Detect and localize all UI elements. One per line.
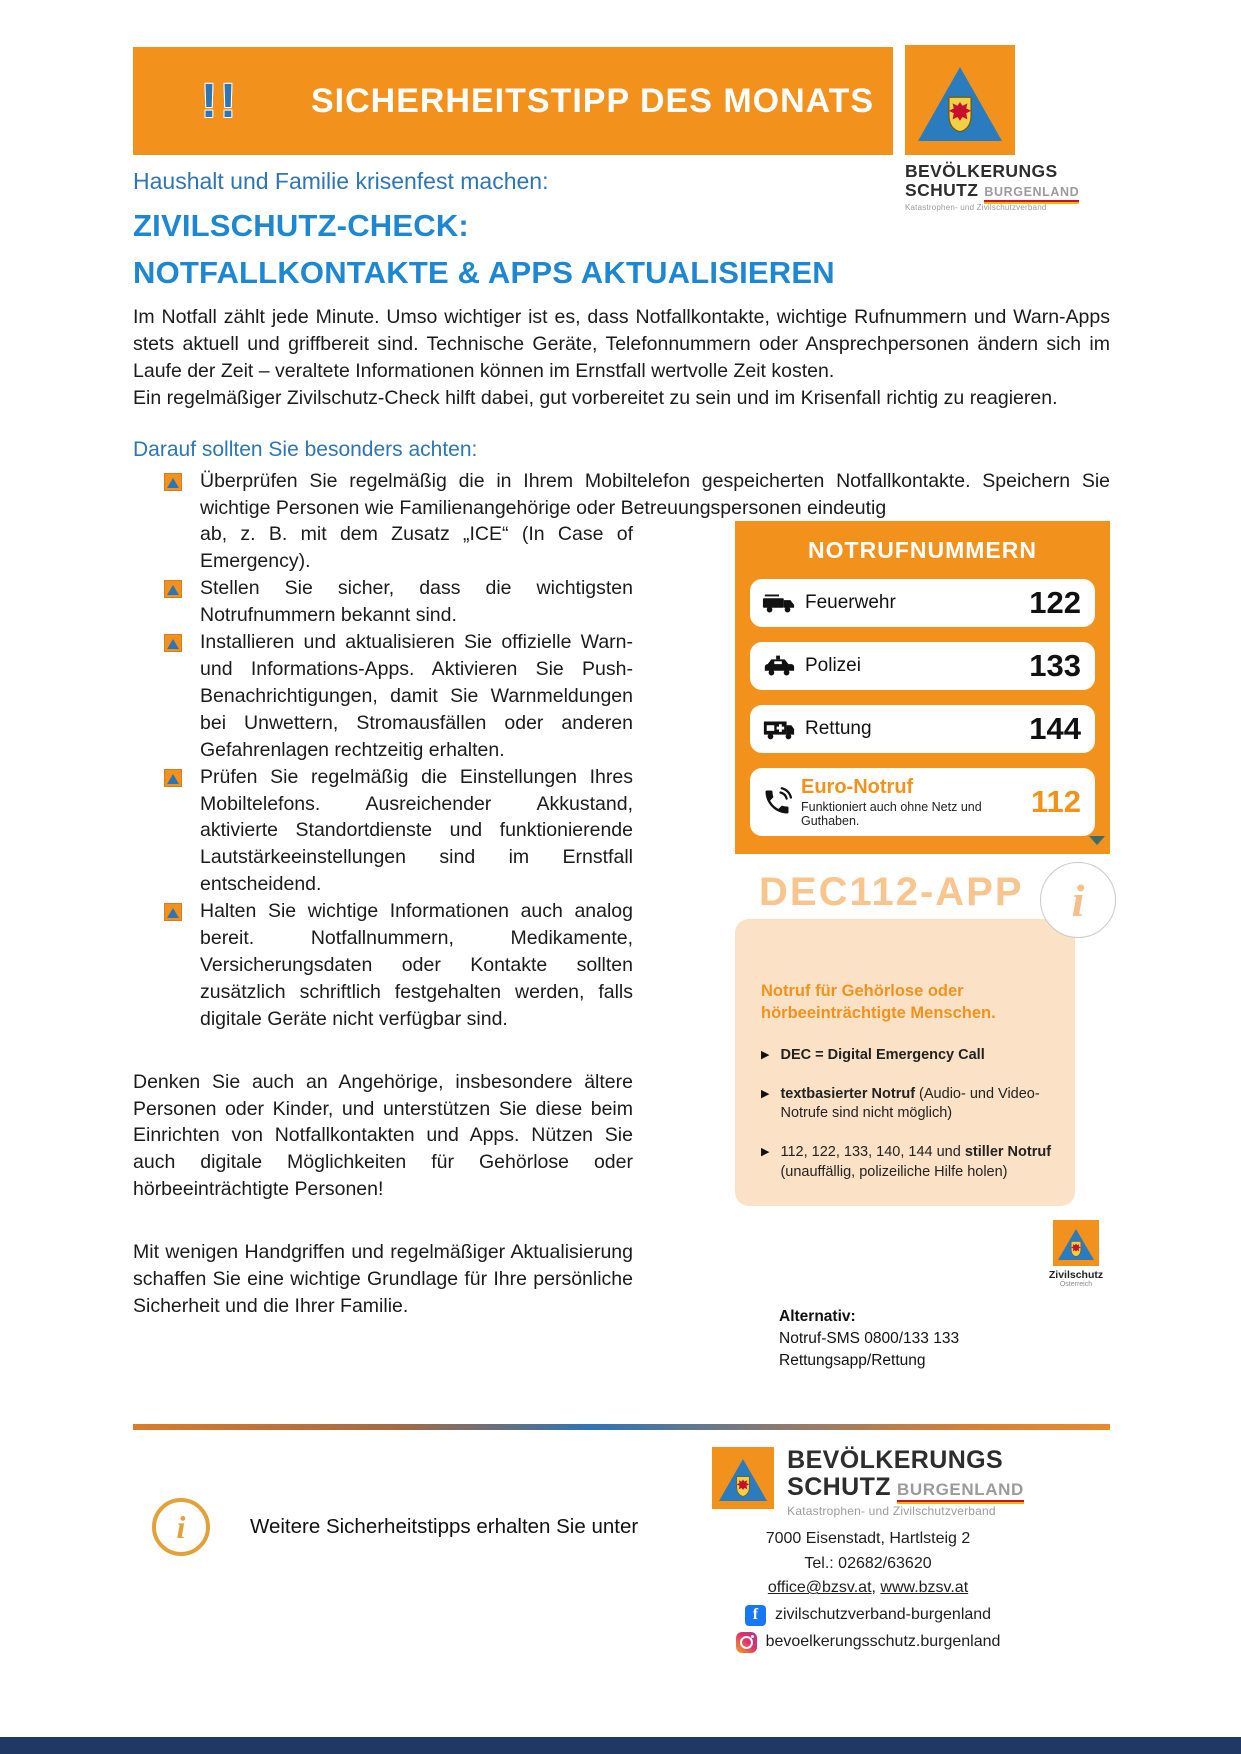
brand-line1: BEVÖLKERUNGS [905, 161, 1058, 181]
police-car-icon [762, 653, 796, 679]
info-icon: i [152, 1498, 210, 1556]
banner-title: SICHERHEITSTIPP DES MONATS [310, 81, 875, 120]
emergency-number: 133 [1029, 648, 1081, 684]
checklist-heading: Darauf sollten Sie besonders achten: [133, 437, 478, 461]
footer-facebook-handle: zivilschutzverband-burgenland [774, 1606, 992, 1624]
dec112-title: DEC112-APP [759, 870, 1024, 915]
checklist-item-5-text: Halten Sie wichtige Informationen auch analog bereit. Notfallnummern, Medikamente, Versicherungsdaten oder Kontakte sollten zusätzlich schriftlich festgehalten werden, falls digitale Geräte nicht verfügbar sind. [200, 900, 633, 1030]
footer-link-separator: , [871, 1579, 881, 1597]
facebook-icon: f [745, 1605, 766, 1626]
main-content [133, 168, 1110, 1371]
brand-line1: BEVÖLKERUNGS [787, 1446, 1004, 1474]
footer-instagram-row[interactable] [648, 1630, 1088, 1655]
dec112-item-1-text: DEC = Digital Emergency Call [780, 1047, 985, 1064]
zivilschutz-bullet-icon [164, 580, 182, 598]
zivilschutz-logo-icon [905, 45, 1015, 155]
alternative-heading: Alternativ: [779, 1308, 856, 1326]
dec112-heading: Notruf für Gehörlose oder hörbeeinträchtigte Menschen. [761, 982, 996, 1022]
zivilschutz-bullet-icon [164, 634, 182, 652]
phone-icon [762, 787, 792, 817]
double-exclamation-icon: !! [201, 74, 239, 128]
checklist-item-3 [133, 629, 633, 764]
header-banner [133, 47, 893, 155]
emergency-row-feuerwehr [750, 579, 1095, 627]
badge-subline: Österreich [1059, 1281, 1093, 1289]
checklist-item-5 [133, 898, 633, 1033]
checklist-item-1-text: Überprüfen Sie regelmäßig die in Ihrem Mobiltelefon gespeicherten Notfallkontakte. Speichern Sie wichtige Personen wie Familienangehörige oder Betreuungspersonen eindeutig [200, 469, 1110, 519]
dec112-item-2 [761, 1085, 1055, 1124]
instagram-icon [736, 1632, 757, 1653]
dec112-item-1 [761, 1046, 1055, 1066]
page-title-line2: NOTFALLKONTAKTE & APPS AKTUALISIEREN [133, 254, 835, 290]
checklist-item-2 [133, 575, 633, 629]
alternative-block [779, 1306, 1110, 1371]
emergency-numbers-title: NOTRUFNUMMERN [808, 537, 1037, 564]
emergency-numbers-box [735, 521, 1110, 854]
sidebar-column [735, 521, 1110, 1371]
burgenland-crest-icon [1070, 1241, 1083, 1257]
footer-website-link[interactable]: www.bzsv.at [880, 1579, 969, 1597]
page-title-line1: ZIVILSCHUTZ-CHECK: [133, 208, 469, 243]
dec112-item-2-bold: textbasierter Notruf [780, 1085, 916, 1102]
emergency-number: 144 [1029, 711, 1081, 747]
ambulance-icon [762, 716, 796, 742]
dec112-item-3-pre: 112, 122, 133, 140, 144 und [780, 1144, 965, 1160]
checklist-item-2-text: Stellen Sie sicher, dass die wichtigsten Notrufnummern bekannt sind. [200, 577, 633, 627]
emergency-row-polizei [750, 642, 1095, 690]
footer-info-text: Weitere Sicherheitstipps erhalten Sie unter [250, 1515, 639, 1538]
footer-facebook-row[interactable] [648, 1603, 1088, 1628]
brand-line2: SCHUTZ [787, 1472, 891, 1501]
euro-notruf-label: Euro-Notruf [801, 775, 914, 798]
arrow-bullet-icon: ▶ [761, 1146, 770, 1158]
emergency-label: Feuerwehr [805, 592, 896, 614]
arrow-bullet-icon: ▶ [761, 1087, 770, 1100]
footer-phone: Tel.: 02682/63620 [804, 1554, 932, 1572]
footer-email-link[interactable]: office@bzsv.at [767, 1579, 872, 1597]
dec112-item-3 [761, 1143, 1055, 1182]
text-column [133, 521, 633, 1319]
emergency-label: Rettung [805, 718, 872, 740]
fire-truck-icon [762, 590, 796, 616]
closing-paragraph-2: Mit wenigen Handgriffen und regelmäßiger Aktualisierung schaffen Sie eine wichtige Grundlage für Ihre persönliche Sicherheit und die Ihrer Familie. [133, 1241, 633, 1317]
alternative-line2: Rettungsapp/Rettung [779, 1351, 926, 1369]
brand-subline: Katastrophen- und Zivilschutzverband [787, 1504, 996, 1518]
checklist-item-4-text: Prüfen Sie regelmäßig die Einstellungen Ihres Mobiltelefons. Ausreichender Akkustand, aktivierte Standortdienste und funktionierende Lautstärkeeinstellungen sind im Ernstfall entscheidend. [200, 765, 633, 896]
intro-paragraph-2: Ein regelmäßiger Zivilschutz-Check hilft dabei, gut vorbereitet zu sein und im Krisenfall richtig zu reagieren. [133, 386, 1058, 409]
euro-notruf-note: Funktioniert auch ohne Netz und Guthaben. [801, 799, 982, 828]
checklist-item-3-text: Installieren und aktualisieren Sie offizielle Warn- und Informations-Apps. Aktivieren Sie Push-Benachrichtigungen, damit Sie Warnmeldungen bei Unwettern, Stromausfällen oder anderen Gefahrenlagen rechtzeitig erhalten. [200, 631, 633, 761]
bottom-navy-bar [0, 1737, 1241, 1754]
dec112-item-3-rest: (unauffällig, polizeiliche Hilfe holen) [780, 1163, 1008, 1180]
checklist-item-1-continued: ab, z. B. mit dem Zusatz „ICE“ (In Case of Emergency). [200, 523, 633, 573]
intro-paragraph-1: Im Notfall zählt jede Minute. Umso wichtiger ist es, dass Notfallkontakte, wichtige Rufnummern und Warn-Apps stets aktuell und griffbereit sind. Technische Geräte, Telefonnummern oder Ansprechpersonen ändern sich im Laufe der Zeit – veraltete Informationen können im Ernstfall wertvolle Zeit kosten. [133, 306, 1110, 382]
arrow-bullet-icon: ▶ [761, 1049, 770, 1062]
speech-tail-icon [1089, 836, 1105, 845]
footer-address: 7000 Eisenstadt, Hartlsteig 2 [765, 1529, 971, 1547]
dec112-item-3-bold: stiller Notruf [964, 1144, 1052, 1160]
footer-contact-block [648, 1447, 1088, 1655]
emergency-row-euro-notruf [750, 768, 1095, 836]
footer-info [152, 1498, 638, 1556]
dec112-panel [735, 919, 1075, 1206]
info-circle-icon: i [1040, 862, 1116, 938]
brand-subline: Katastrophen- und Zivilschutzverband [905, 202, 1047, 212]
emergency-number: 122 [1029, 585, 1081, 621]
gradient-divider [133, 1424, 1110, 1430]
emergency-row-rettung [750, 705, 1095, 753]
zivilschutz-bullet-icon [164, 473, 182, 491]
emergency-label: Polizei [805, 655, 861, 677]
checklist-item-1 [133, 468, 1110, 522]
footer-instagram-handle: bevoelkerungsschutz.burgenland [765, 1632, 1001, 1650]
burgenland-crest-icon [735, 1476, 752, 1497]
brand-region: BURGENLAND [896, 1479, 1024, 1499]
brand-line2: SCHUTZ [905, 179, 979, 200]
zivilschutz-badge [1044, 1220, 1108, 1288]
burgenland-crest-icon [945, 96, 975, 133]
alternative-line1: Notruf-SMS 0800/133 133 [779, 1329, 960, 1347]
zivilschutz-logo-icon [712, 1447, 774, 1509]
zivilschutz-bullet-icon [164, 903, 182, 921]
brand-region: BURGENLAND [984, 184, 1080, 199]
badge-label: Zivilschutz [1048, 1269, 1104, 1282]
kicker: Haushalt und Familie krisenfest machen: [133, 168, 549, 194]
euro-notruf-number: 112 [1030, 784, 1081, 820]
dec112-item-2-rest: (Audio- und Video-Notrufe sind nicht möglich) [780, 1085, 1040, 1122]
checklist-item-4 [133, 764, 633, 899]
zivilschutz-bullet-icon [164, 769, 182, 787]
dec112-header [735, 870, 1110, 926]
closing-paragraph-1: Denken Sie auch an Angehörige, insbesondere ältere Personen oder Kinder, und unterstützen Sie diese beim Einrichten von Notfallkontakten und Apps. Nützen Sie auch digitale Möglichkeiten für Gehörlose oder hörbeeinträchtigte Personen! [133, 1070, 633, 1201]
zivilschutz-badge-icon [1053, 1220, 1099, 1266]
